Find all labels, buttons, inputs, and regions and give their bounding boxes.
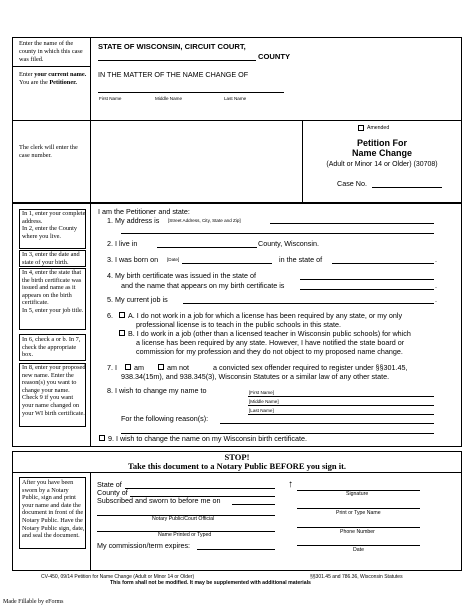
print-name-label: Print or Type Name xyxy=(336,510,381,516)
item-3-period: . xyxy=(435,255,437,264)
item-3-state-label: in the state of xyxy=(279,255,323,264)
item-7-label: 7. I xyxy=(107,363,117,372)
middle-name-label: Middle Name xyxy=(155,96,183,101)
body-left-divider xyxy=(90,203,91,447)
county-of-label: County of xyxy=(97,488,128,497)
amended-checkbox[interactable] xyxy=(358,125,364,131)
item-4-period: . xyxy=(435,281,437,290)
item-5-period: . xyxy=(435,295,437,304)
petitioner-date-field[interactable] xyxy=(297,545,420,546)
case-number-instruction: The clerk will enter the case number. xyxy=(19,144,78,159)
notary-official-label: Notary Public/Court Official xyxy=(152,516,215,522)
amended-label: Amended xyxy=(367,125,390,131)
item-1-label: 1. My address is xyxy=(107,216,160,225)
notary-note: After you have been sworn by a Notary Public, sign and print your name and date the document in front of the Notary Public. Have the Notary Public sign, date, and seal the document. xyxy=(22,479,85,540)
item-7-line-2: 938.34(15m), and 938.345(3), Wisconsin Statutes or a similar law of any other state. xyxy=(121,372,390,381)
phone-field[interactable] xyxy=(297,527,420,528)
stop-heading: STOP! xyxy=(224,452,250,462)
subscribed-label: Subscribed and sworn to before me on xyxy=(97,496,221,505)
form-title-line-1: Petition For xyxy=(357,138,407,148)
item-2-label: 2. I live in xyxy=(107,239,138,248)
made-fillable-credit: Made Fillable by eForms xyxy=(3,599,64,605)
new-last-name-field[interactable] xyxy=(248,414,434,415)
date-label: Date xyxy=(353,547,364,553)
left-note-divider-2 xyxy=(12,120,90,121)
form-title-line-2: Name Change xyxy=(351,148,413,158)
county-of-residence-field[interactable] xyxy=(157,247,257,248)
item-6b-line-1: B. I do work in a job (other than a licensed teacher in Wisconsin public schools) for which xyxy=(128,329,411,338)
new-first-name-field[interactable] xyxy=(248,396,434,397)
address-field-1[interactable] xyxy=(270,223,434,224)
certificate-state-field[interactable] xyxy=(300,279,434,280)
side-note-new-name: In 8, enter your proposed new name. Enter the reason(s) you want to change your name. Check 9 if you want your name changed on your WI birth certificate. xyxy=(22,364,86,417)
state-court-heading: STATE OF WISCONSIN, CIRCUIT COURT, xyxy=(98,42,246,51)
birth-state-field[interactable] xyxy=(332,263,434,264)
notary-left-divider xyxy=(90,472,91,571)
item-3-hint: [Date] xyxy=(167,257,180,262)
notary-instruction-heading: Take this document to a Notary Public BEFORE you sign it. xyxy=(127,461,347,471)
county-field[interactable] xyxy=(98,60,256,61)
commission-label: My commission/term expires: xyxy=(97,541,191,550)
item-9-label: 9. I wish to change the name on my Wisconsin birth certificate. xyxy=(108,434,307,443)
county-instruction: Enter the name of the county in which this case was filed. xyxy=(19,40,83,63)
county-label: COUNTY xyxy=(258,52,291,61)
subscribed-date-field[interactable] xyxy=(232,504,275,505)
job-title-field[interactable] xyxy=(183,303,434,304)
first-name-label: First Name xyxy=(99,96,122,101)
item-8-reasons-label: For the following reason(s): xyxy=(121,414,209,423)
item-8-first-hint: [First Name] xyxy=(249,390,275,395)
birth-date-field[interactable] xyxy=(182,263,272,264)
item-9-checkbox[interactable] xyxy=(99,435,105,441)
item-6b-line-2: a license has been required by any state. However, I have notified the state board or xyxy=(136,338,405,347)
left-note-divider-1 xyxy=(12,66,90,67)
item-7-am-not-checkbox[interactable] xyxy=(158,364,164,370)
phone-label: Phone Number xyxy=(340,529,375,535)
side-note-address: In 1, enter your complete address. In 2, enter the County where you live. xyxy=(22,210,86,240)
item-7-am-not-label: am not xyxy=(167,363,189,372)
notary-header-divider xyxy=(12,472,462,473)
item-6a-line-2: professional license is to teach in the public schools in this state. xyxy=(136,320,341,329)
item-6a-line-1: A. I do not work in a job for which a license has been required by any state, or my only xyxy=(128,311,403,320)
item-4-line-1: 4. My birth certificate was issued in the state of xyxy=(107,271,257,280)
item-4-line-2: and the name that appears on my birth certificate is xyxy=(121,281,285,290)
case-no-field[interactable] xyxy=(372,187,442,188)
item-5-label: 5. My current job is xyxy=(107,295,168,304)
item-8-middle-hint: [Middle Name] xyxy=(249,399,279,404)
form-id: CV-450, 09/14 Petition for Name Change (Adult or Minor 14 or Older) xyxy=(41,574,195,580)
item-7-line-1: a convicted sex offender required to register under §§301.45, xyxy=(213,363,408,372)
item-6b-checkbox[interactable] xyxy=(119,330,125,336)
item-6-number: 6. xyxy=(107,311,113,320)
item-6b-line-3: commission for my profession and they do not object to my proposed name change. xyxy=(136,347,403,356)
statutes-citation: §§301.45 and 786.36, Wisconsin Statutes xyxy=(310,574,403,580)
side-note-certificate: In 4, enter the state that the birth certificate was issued and name as it appears on the birth certificate. In 5, enter your job title. xyxy=(22,269,84,314)
item-3-label: 3. I was born on xyxy=(107,255,159,264)
matter-heading: IN THE MATTER OF THE NAME CHANGE OF xyxy=(98,70,249,79)
petitioner-instruction: Enter your current name. You are the Petitioner. xyxy=(19,71,87,86)
item-7-am-checkbox[interactable] xyxy=(125,364,131,370)
item-7-am-label: am xyxy=(134,363,144,372)
new-middle-name-field[interactable] xyxy=(248,405,434,406)
header-mid-divider xyxy=(90,120,462,121)
certificate-name-field[interactable] xyxy=(300,289,434,290)
last-name-label: Last Name xyxy=(224,96,247,101)
case-no-label: Case No. xyxy=(337,179,367,188)
petitioner-name-field[interactable] xyxy=(98,92,284,93)
name-printed-label: Name Printed or Typed xyxy=(158,532,212,538)
commission-field[interactable] xyxy=(197,549,275,550)
address-field-2[interactable] xyxy=(121,233,434,234)
item-8-label: 8. I wish to change my name to xyxy=(107,386,207,395)
item-6a-checkbox[interactable] xyxy=(119,312,125,318)
modification-notice: This form shall not be modified. It may be supplemented with additional materials xyxy=(110,580,311,586)
item-8-last-hint: [Last Name] xyxy=(249,408,274,413)
side-note-checks: In 6, check a or b. In 7, check the appropriate box. xyxy=(22,336,81,359)
item-1-hint: [Street Address, City, State and Zip] xyxy=(168,218,241,223)
petitioner-print-name-field[interactable] xyxy=(297,508,420,509)
notary-state-field[interactable] xyxy=(125,488,275,489)
sign-here-arrow-icon: ↑ xyxy=(288,479,293,490)
reasons-field-1[interactable] xyxy=(220,423,434,424)
intro-statement: I am the Petitioner and state: xyxy=(98,207,190,216)
side-note-birth: In 3, enter the date and state of your birth. xyxy=(22,251,80,266)
state-of-label: State of xyxy=(97,480,122,489)
item-2-suffix: County, Wisconsin. xyxy=(258,239,319,248)
form-subtitle: (Adult or Minor 14 or Older) (30708) xyxy=(326,161,438,168)
signature-label: Signature xyxy=(346,491,369,497)
